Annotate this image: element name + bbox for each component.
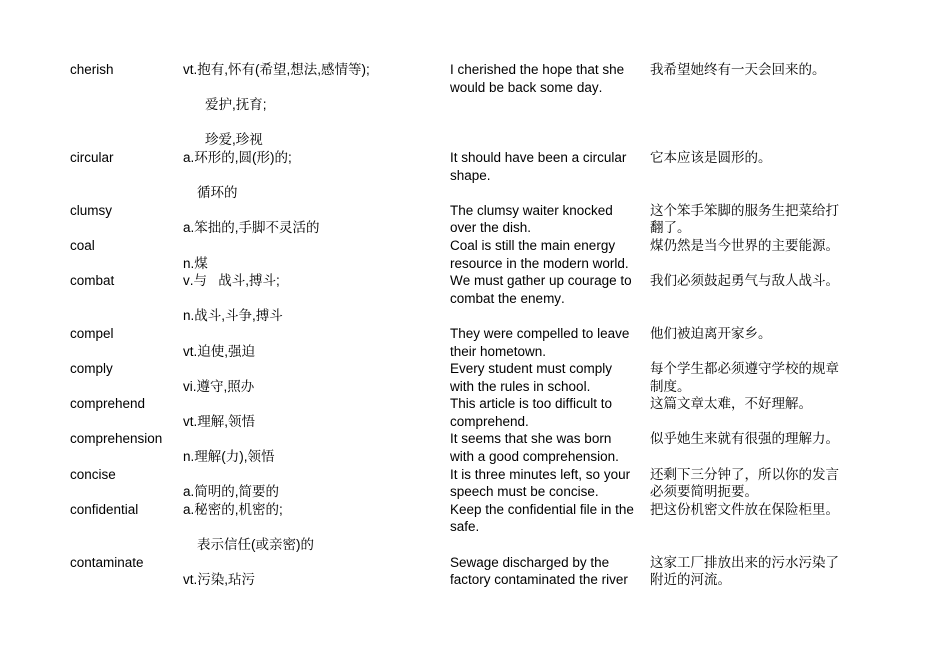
entry-definitions — [183, 430, 450, 465]
entry-definitions — [183, 149, 450, 202]
blank-line — [183, 202, 450, 220]
definition-line: vt.抱有,怀有(希望,想法,感情等); — [183, 62, 370, 77]
definition-line: 表示信任(或亲密)的 — [197, 537, 314, 553]
vocabulary-document — [70, 61, 850, 589]
entry-row — [70, 61, 850, 149]
example-translation: 我希望她终有一天会回来的。 — [650, 62, 826, 77]
definition-line: vt.迫使,强迫 — [183, 343, 256, 359]
entry-definitions — [183, 395, 450, 430]
entry-word: comprehend — [70, 396, 146, 412]
example-sentence: This article is too difficult to comprehend. — [450, 396, 613, 429]
example-translation: 他们被迫离开家乡。 — [650, 325, 772, 341]
example-translation: 它本应该是圆形的。 — [650, 149, 772, 165]
example-translation: 这篇文章太难，不好理解。 — [650, 396, 812, 412]
blank-line — [183, 466, 450, 484]
definition-line: vi.遵守,照办 — [183, 378, 255, 394]
entry-definitions — [183, 360, 450, 395]
entry-row — [70, 554, 850, 589]
example-sentence: They were compelled to leave their hometown. — [450, 325, 630, 359]
example-sentence: The clumsy waiter knocked over the dish. — [450, 202, 613, 236]
blank-line — [183, 554, 450, 572]
example-sentence: It is three minutes left, so your speech must be concise. — [450, 466, 631, 500]
blank-line — [183, 114, 450, 132]
entry-definitions — [183, 272, 450, 325]
entry-definitions — [183, 554, 450, 589]
entry-row — [70, 272, 850, 325]
example-translation: 这个笨手笨脚的服务生把菜给打翻了。 — [650, 202, 839, 236]
entry-row — [70, 325, 850, 360]
example-translation: 把这份机密文件放在保险柜里。 — [650, 501, 839, 517]
blank-line — [183, 167, 450, 185]
definition-line: a.环形的,圆(形)的; — [183, 149, 292, 165]
definition-line: 爱护,抚育; — [205, 97, 267, 113]
example-sentence: Sewage discharged by the factory contaminated the river — [450, 554, 628, 588]
entry-word: coal — [70, 237, 95, 253]
example-sentence: Keep the confidential file in the safe. — [450, 501, 634, 535]
example-sentence: It should have been a circular shape. — [450, 149, 627, 183]
definition-line: vt.理解,领悟 — [183, 413, 256, 429]
entry-row — [70, 149, 850, 202]
definition-line: a.秘密的,机密的; — [183, 501, 283, 517]
blank-line — [183, 79, 450, 97]
blank-line — [183, 237, 450, 255]
entry-word: compel — [70, 325, 114, 341]
entry-row — [70, 430, 850, 465]
definition-line: vt.污染,玷污 — [183, 572, 256, 588]
entry-word: cherish — [70, 62, 114, 77]
entry-definitions — [183, 237, 450, 272]
entry-definitions — [183, 202, 450, 237]
example-sentence: I cherished the hope that she would be back some day. — [450, 62, 625, 95]
example-translation: 每个学生都必须遵守学校的规章制度。 — [650, 361, 839, 394]
entry-row — [70, 202, 850, 237]
entry-word: confidential — [70, 501, 139, 517]
entry-row — [70, 395, 850, 430]
example-sentence: Every student must comply with the rules in school. — [450, 361, 613, 394]
entry-word: contaminate — [70, 554, 144, 570]
example-translation: 这家工厂排放出来的污水污染了附近的河流。 — [650, 554, 839, 588]
entry-row — [70, 466, 850, 501]
blank-line — [183, 430, 450, 448]
example-translation: 我们必须鼓起勇气与敌人战斗。 — [650, 273, 839, 289]
blank-line — [183, 518, 450, 536]
definition-line: a.笨拙的,手脚不灵活的 — [183, 220, 320, 236]
example-sentence: Coal is still the main energy resource in the modern world. — [450, 237, 629, 271]
example-translation: 煤仍然是当今世界的主要能源。 — [650, 237, 839, 253]
entry-word: comprehension — [70, 431, 163, 447]
blank-line — [183, 360, 450, 378]
entry-word: comply — [70, 361, 113, 377]
entry-definitions — [183, 501, 450, 554]
entry-definitions — [183, 325, 450, 360]
example-translation: 似乎她生来就有很强的理解力。 — [650, 431, 839, 447]
definition-line: v.与 战斗,搏斗; — [183, 273, 280, 289]
entry-word: circular — [70, 149, 114, 165]
blank-line — [183, 395, 450, 413]
definition-line: n.理解(力),领悟 — [183, 449, 275, 465]
entry-definitions — [183, 466, 450, 501]
entry-row — [70, 360, 850, 395]
blank-line — [183, 325, 450, 343]
example-sentence: We must gather up courage to combat the enemy. — [450, 273, 632, 306]
definition-line: a.简明的,简要的 — [183, 484, 280, 500]
example-sentence: It seems that she was born with a good comprehension. — [450, 431, 619, 465]
entry-word: concise — [70, 466, 116, 482]
definition-line: 珍爱,珍视 — [205, 132, 263, 148]
entry-word: combat — [70, 273, 115, 289]
entry-definitions — [183, 61, 450, 149]
definition-line: n.煤 — [183, 255, 208, 271]
definition-line: 循环的 — [197, 185, 238, 201]
example-translation: 还剩下三分钟了，所以你的发言必须要简明扼要。 — [650, 466, 839, 500]
entry-row — [70, 237, 850, 272]
entry-row — [70, 501, 850, 554]
entry-word: clumsy — [70, 202, 113, 218]
blank-line — [183, 290, 450, 308]
definition-line: n.战斗,斗争,搏斗 — [183, 308, 283, 324]
